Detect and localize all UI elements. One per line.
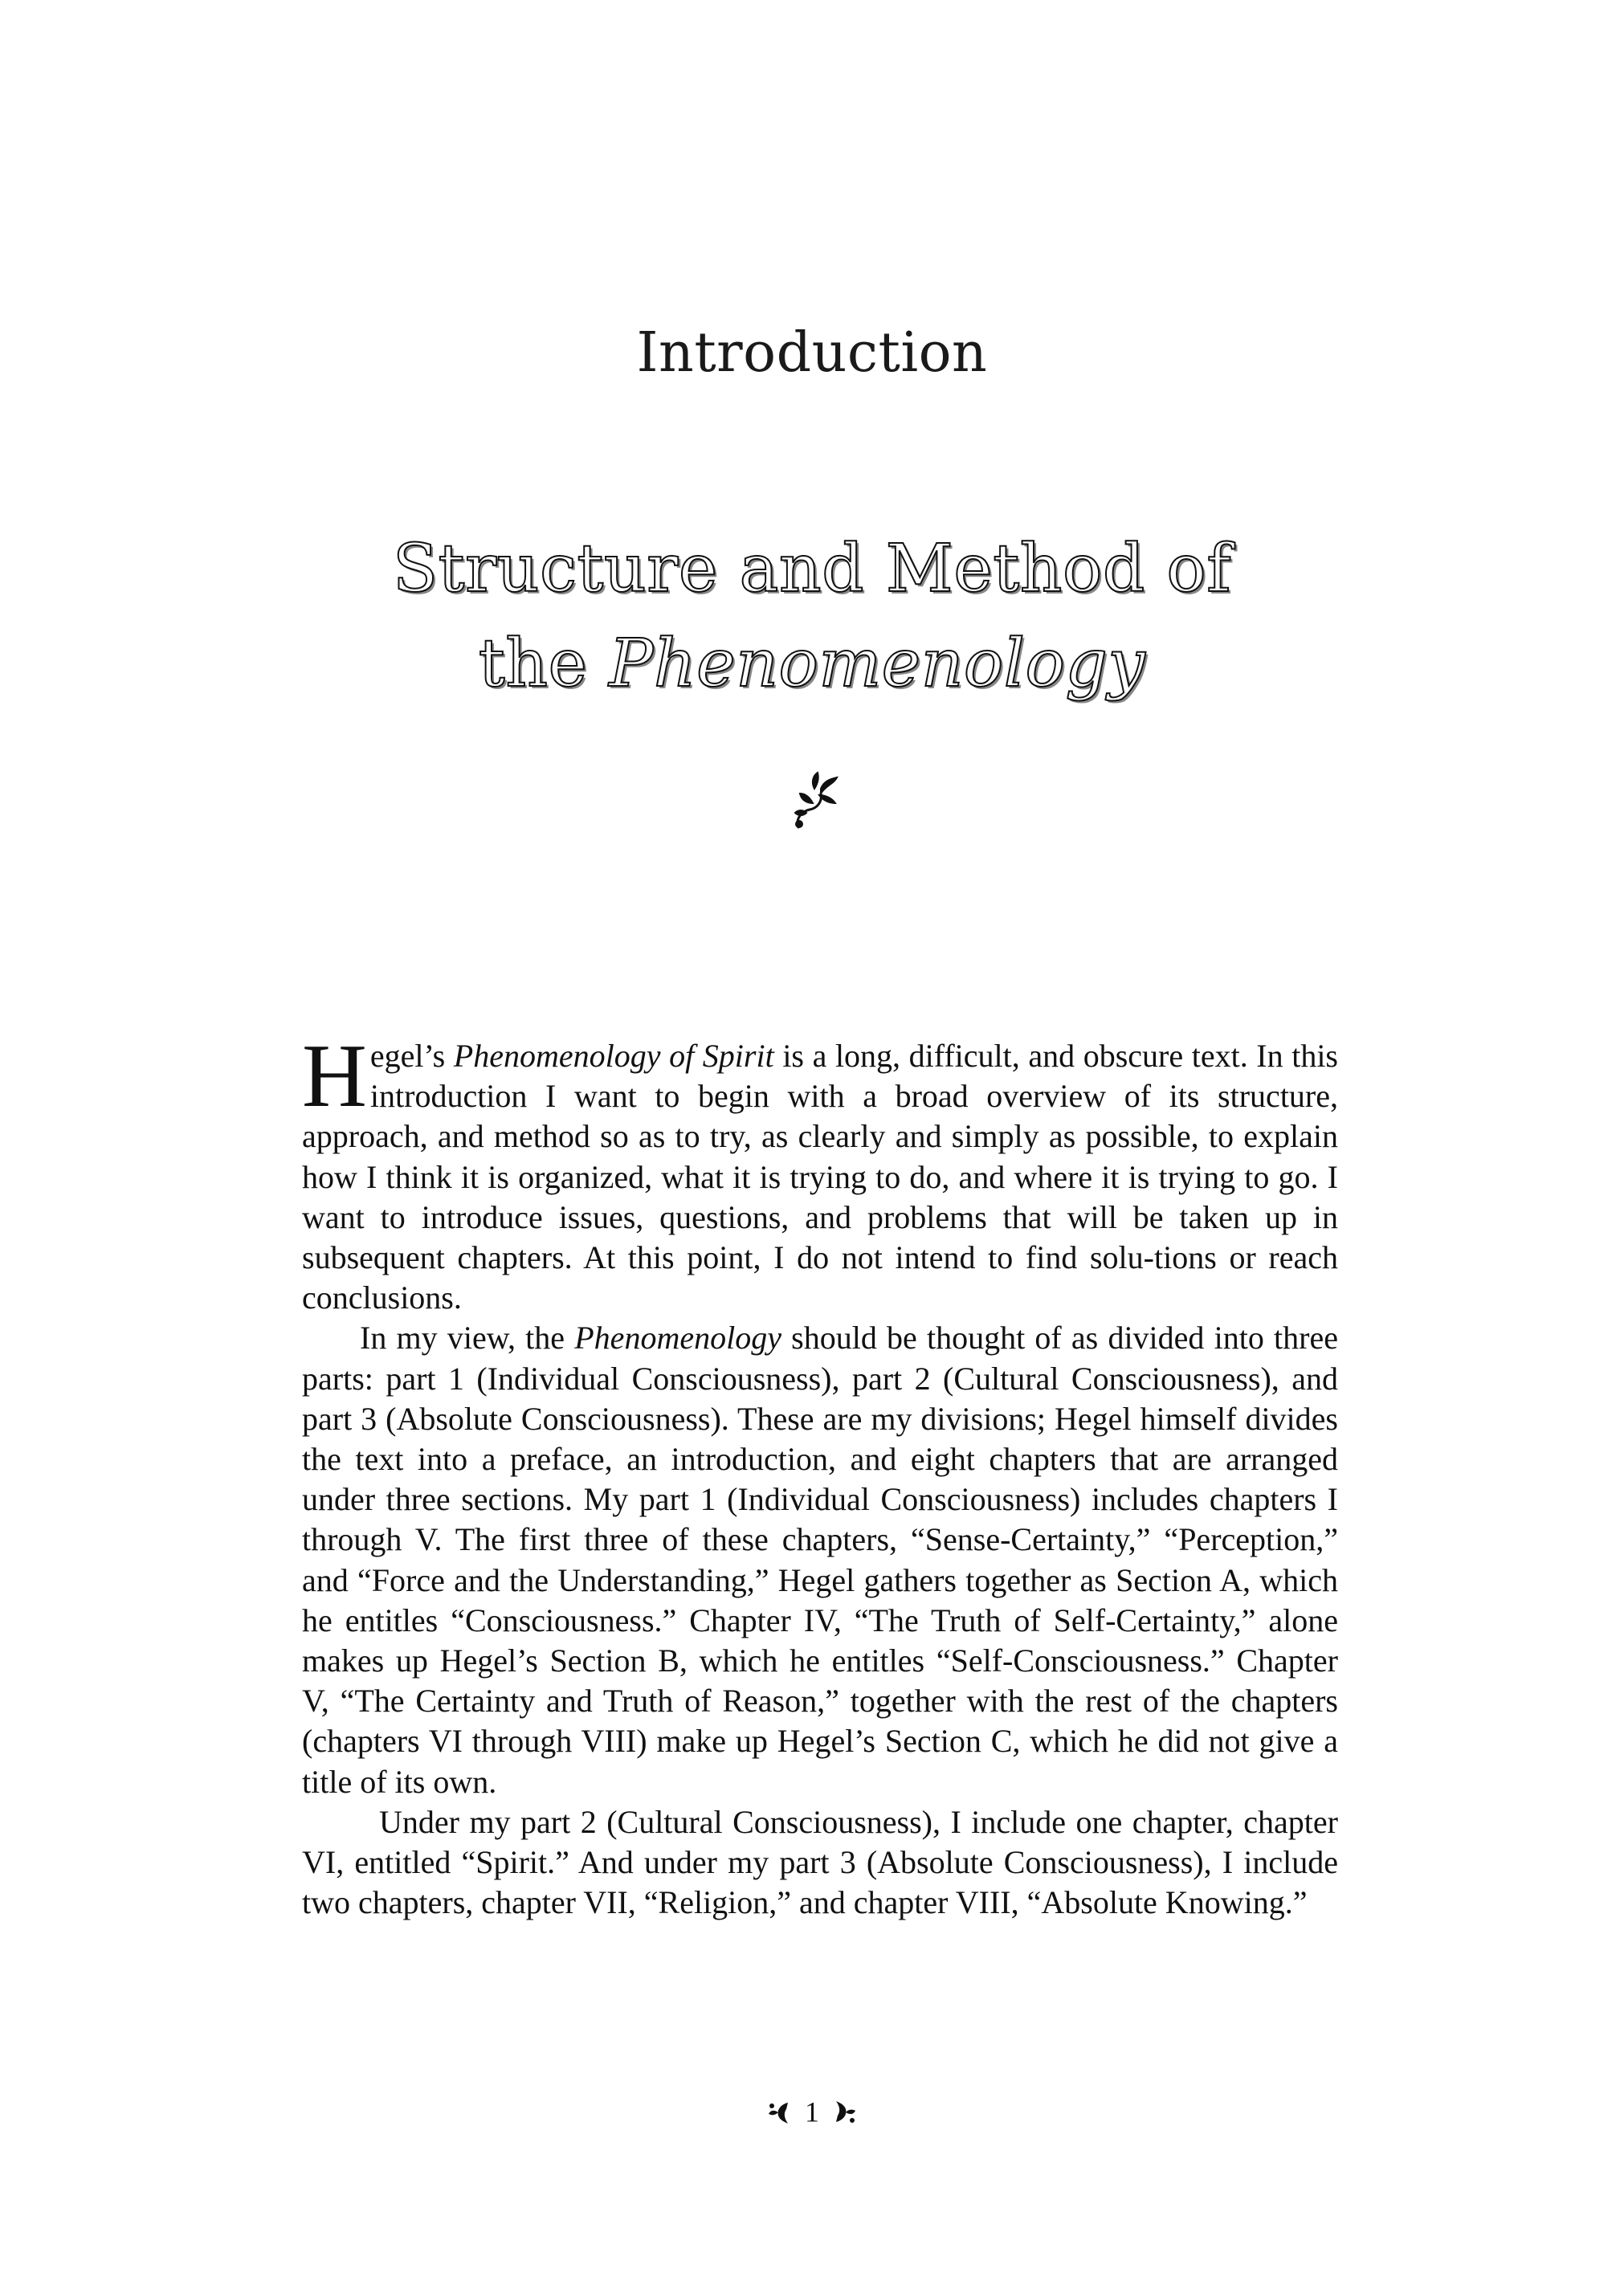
chapter-title-italic: Phenomenology <box>609 626 1146 702</box>
paragraph-1-part-b: is a long, difficult, and obscure text. In this introduction I want to begin with a broad overview of its structure, approach, and method so as to try, as clearly and simply as possible, to explain how I think it is organized, what it is trying to do, and where it is trying to go. I want to introduce issues, questions, and problems that will be taken up in subsequent chapters. At this point, I do not intend to find solu-tions or reach conclusions. <box>302 1038 1338 1316</box>
page-number-footer <box>0 2092 1624 2129</box>
floral-fleuron-icon <box>789 771 840 830</box>
paragraph-1-part-a: egel’s <box>369 1038 454 1074</box>
paragraph-1 <box>302 1026 1338 1318</box>
chapter-title <box>0 522 1624 712</box>
chapter-title-line-1: Structure and Method of <box>392 531 1232 607</box>
page-number: 1 <box>805 2095 819 2128</box>
fleuron-right-icon <box>833 2099 857 2125</box>
chapter-label: Introduction <box>636 321 988 385</box>
drop-cap: H <box>302 1026 367 1126</box>
paragraph-1-book-title: Phenomenology of Spirit <box>453 1038 774 1074</box>
chapter-title-line-2 <box>0 617 1624 712</box>
paragraph-3: Under my part 2 (Cultural Consciousness), I include one chapter, chapter VI, entitled “Spirit.” And under my part 3 (Absolute Consciousness), I include two chapters, chapter VII, “Religion,” and chapter VIII, “Absolute Knowing.” <box>302 1803 1338 1921</box>
paragraph-2-part-b: should be thought of as divided into three parts: part 1 (Individual Consciousness), part 2 (Cultural Consciousness), and part 3 (Absolute Consciousness). These are my divisions; Hegel himself divides the text into a preface, an introduction, and eight chapters that are arranged under three sections. My part 1 (Individual Consciousness) includes chapters I through V. The first three of these chapters, “Sense-Certainty,” “Perception,” and “Force and the Understanding,” Hegel gathers together as Section A, which he entitles “Consciousness.” Chapter IV, “The Truth of Self-Certainty,” alone makes up Hegel’s Section B, which he entitles “Self-Consciousness.” Chapter V, “The Certainty and Truth of Reason,” together with the rest of the chapters (chapters VI through VIII) make up Hegel’s Section C, which he did not give a title of its own. <box>302 1320 1338 1800</box>
body-text <box>302 1026 1338 1923</box>
paragraph-2 <box>302 1318 1338 1801</box>
chapter-title-prefix: the <box>478 626 610 702</box>
paragraph-2-book-title: Phenomenology <box>574 1320 781 1357</box>
paragraph-2-part-a: In my view, the <box>360 1320 575 1357</box>
fleuron-left-icon <box>767 2099 791 2125</box>
